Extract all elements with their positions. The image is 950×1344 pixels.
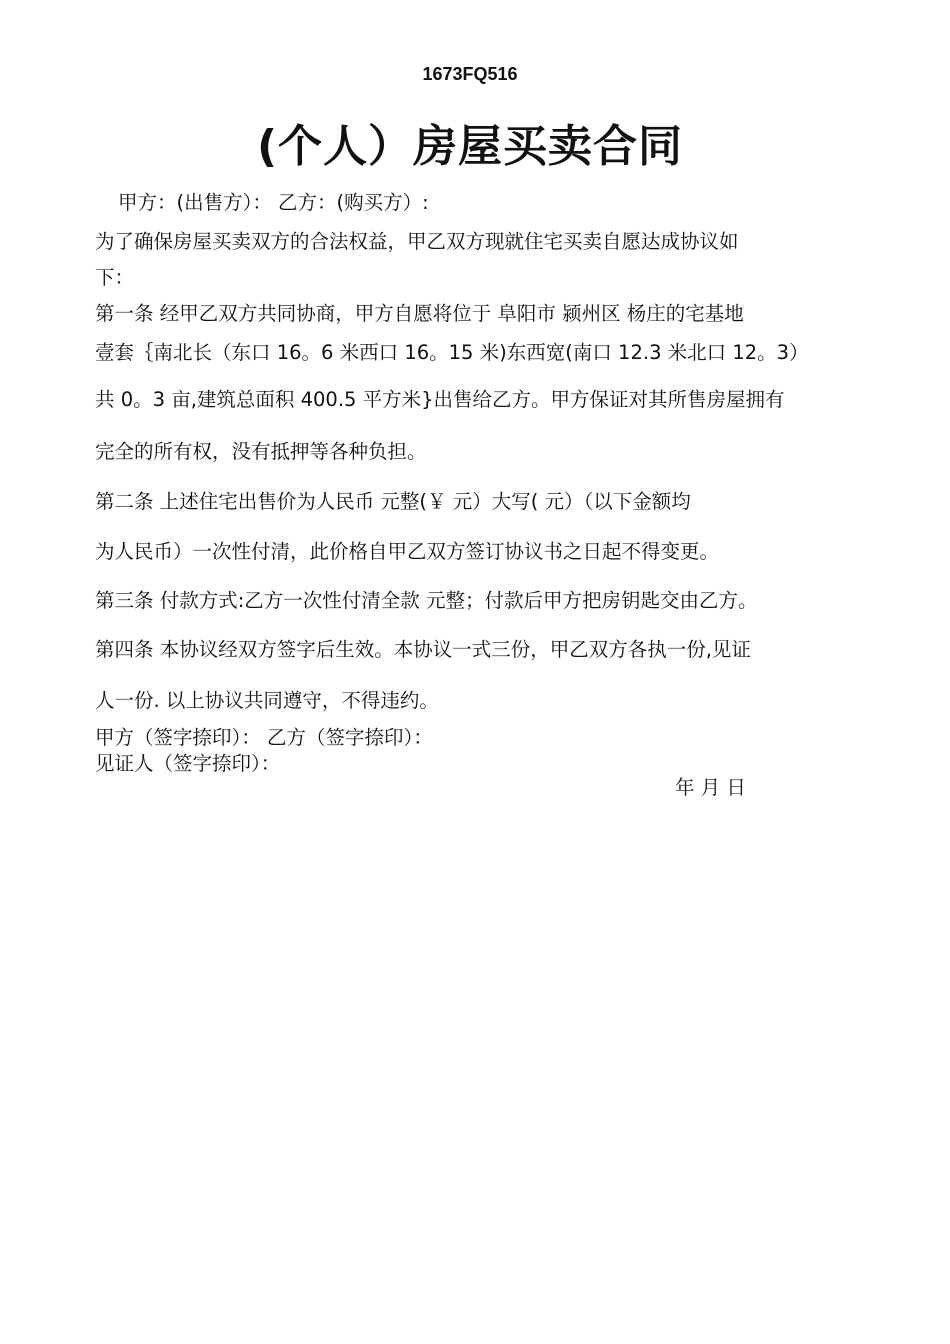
- article-1-line: 完全的所有权，没有抵押等各种负担。: [95, 440, 427, 463]
- signature-line: 甲方（签字捺印）： 乙方（签字捺印）：: [95, 726, 433, 749]
- body-line: 为了确保房屋买卖双方的合法权益，甲乙双方现就住宅买卖自愿达成协议如: [95, 230, 739, 253]
- article-1-line: 第一条 经甲乙双方共同协商，甲方自愿将位于 阜阳市 颍州区 杨庄的宅基地: [95, 302, 744, 325]
- body-line: 下：: [95, 266, 135, 289]
- article-3-line: 第三条 付款方式:乙方一次性付清全款 元整；付款后甲方把房钥匙交由乙方。: [95, 589, 758, 612]
- parties-line: 甲方：(出售方）： 乙方：(购买方）:: [118, 191, 429, 214]
- date-line: 年 月 日: [675, 776, 746, 799]
- article-1-line: 壹套｛南北长（东口 16。6 米西口 16。15 米)东西宽(南口 12.3 米北口 12。3）: [95, 341, 809, 364]
- article-4-line: 人一份. 以上协议共同遵守，不得违约。: [95, 689, 439, 712]
- article-4-line: 第四条 本协议经双方签字后生效。本协议一式三份，甲乙双方各执一份,见证: [95, 638, 751, 661]
- document-code: 1673FQ516: [422, 64, 518, 84]
- document-title: (个人）房屋买卖合同: [256, 121, 684, 172]
- article-2-line: 为人民币）一次性付清，此价格自甲乙双方签订协议书之日起不得变更。: [95, 540, 720, 563]
- article-1-line: 共 0。3 亩,建筑总面积 400.5 平方米}出售给乙方。甲方保证对其所售房屋拥有: [95, 388, 785, 411]
- witness-line: 见证人（签字捺印）：: [95, 752, 281, 775]
- article-2-line: 第二条 上述住宅出售价为人民币 元整(￥ 元）大写( 元）（以下金额均: [95, 490, 691, 513]
